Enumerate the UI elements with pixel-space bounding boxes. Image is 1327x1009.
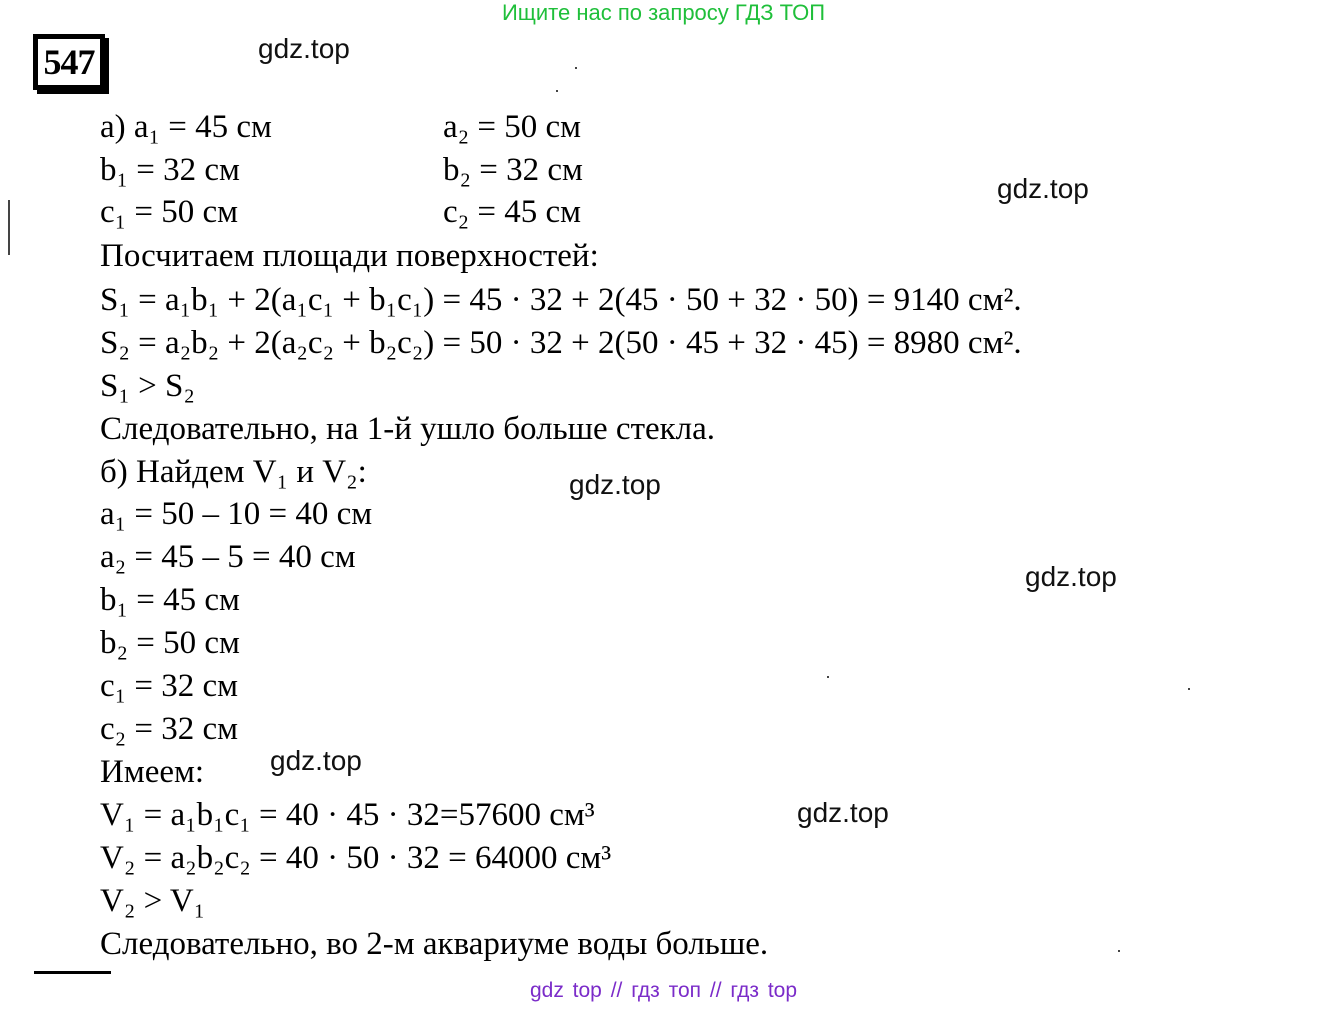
v1-formula: V₁ = a₁b₁c₁ = 40 · 45 · 32=57600 см³ xyxy=(100,797,595,833)
part-b-b1: b₁ = 45 см xyxy=(100,582,240,618)
part-b-a1: a₁ = 50 – 10 = 40 см xyxy=(100,496,373,532)
conclusion-a: Следовательно, на 1-й ушло больше стекла. xyxy=(100,411,716,447)
top-banner[interactable]: Ищите нас по запросу ГДЗ ТОП xyxy=(501,0,826,25)
bottom-banner[interactable]: gdz top // гдз топ // гдз top xyxy=(529,979,798,1002)
problem-number-badge: 547 xyxy=(33,34,105,90)
scan-speck xyxy=(1188,688,1190,690)
scan-speck xyxy=(575,67,577,69)
surface-heading: Посчитаем площади поверхностей: xyxy=(100,238,599,274)
s1-formula: S₁ = a₁b₁ + 2(a₁c₁ + b₁c₁) = 45 · 32 + 2(45 · 50 + 32 · 50) = 9140 см². xyxy=(100,282,1022,318)
part-b-heading: б) Найдем V₁ и V₂: xyxy=(100,454,367,490)
footer-rule xyxy=(34,971,111,974)
v-compare: V₂ > V₁ xyxy=(100,883,206,919)
watermark: gdz.top xyxy=(270,745,362,776)
v2-formula: V₂ = a₂b₂c₂ = 40 · 50 · 32 = 64000 см³ xyxy=(100,840,612,876)
watermark: gdz.top xyxy=(258,33,350,64)
scan-mark xyxy=(8,200,10,255)
part-a-c2: c₂ = 45 см xyxy=(443,194,582,230)
s2-formula: S₂ = a₂b₂ + 2(a₂c₂ + b₂c₂) = 50 · 32 + 2(50 · 45 + 32 · 45) = 8980 см². xyxy=(100,325,1022,361)
scan-speck xyxy=(827,676,829,678)
watermark: gdz.top xyxy=(569,469,661,500)
scan-speck xyxy=(556,90,558,92)
part-a-c1: c₁ = 50 см xyxy=(100,194,239,230)
s-compare: S₁ > S₂ xyxy=(100,368,195,404)
part-b-c2: c₂ = 32 см xyxy=(100,711,239,747)
part-a-a2: a₂ = 50 см xyxy=(443,109,582,145)
part-a-a1: а) a₁ = 45 см xyxy=(100,109,272,145)
have-label: Имеем: xyxy=(100,754,205,790)
watermark: gdz.top xyxy=(1025,561,1117,592)
part-a-b1: b₁ = 32 см xyxy=(100,152,240,188)
part-b-c1: c₁ = 32 см xyxy=(100,668,239,704)
conclusion-b: Следовательно, во 2-м аквариуме воды больше. xyxy=(100,926,769,962)
watermark: gdz.top xyxy=(997,173,1089,204)
part-a-b2: b₂ = 32 см xyxy=(443,152,583,188)
part-b-a2: a₂ = 45 – 5 = 40 см xyxy=(100,539,356,575)
scan-speck xyxy=(1118,950,1120,952)
watermark: gdz.top xyxy=(797,797,889,828)
part-b-b2: b₂ = 50 см xyxy=(100,625,240,661)
